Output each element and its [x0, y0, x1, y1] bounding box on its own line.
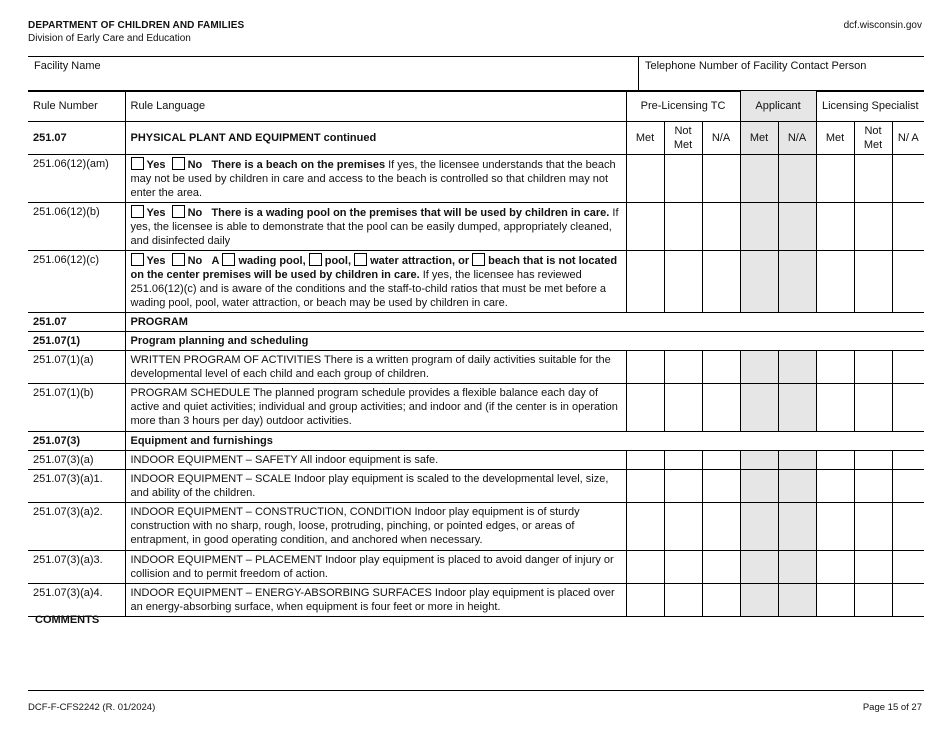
app-na-cell[interactable] — [778, 470, 816, 503]
rule-language: INDOOR EQUIPMENT – PLACEMENT Indoor play equipment is placed to avoid danger of injury or collision and to permit freedom of action. — [125, 551, 626, 584]
table-row — [28, 503, 924, 551]
section-row — [28, 313, 924, 332]
app-met-cell[interactable] — [740, 551, 778, 584]
lic-na-cell[interactable] — [892, 551, 924, 584]
pre-not-met-cell[interactable] — [664, 351, 702, 384]
pre-not-met-cell[interactable] — [664, 203, 702, 251]
section-title: Equipment and furnishings — [125, 432, 924, 451]
lic-not-met-cell[interactable] — [854, 470, 892, 503]
rule-number: 251.06(12)(am) — [28, 155, 125, 203]
lic-met-cell[interactable] — [816, 251, 854, 313]
water-attraction-label: water attraction, or — [370, 255, 470, 267]
lic-na-cell[interactable] — [892, 470, 924, 503]
website: dcf.wisconsin.gov — [843, 20, 922, 31]
rule-language — [125, 155, 626, 203]
page-number: Page 15 of 27 — [862, 702, 922, 713]
rule-number: 251.07(3)(a)2. — [28, 503, 125, 551]
rule-text: If yes, the licensee understands that the beach may not be used by children in care and access to the beach is controlled so that children may not enter the area. — [130, 159, 616, 199]
app-na-cell[interactable] — [778, 384, 816, 432]
lic-na-cell[interactable] — [892, 384, 924, 432]
lic-not-met-cell[interactable] — [854, 584, 892, 617]
lic-not-met-cell[interactable] — [854, 384, 892, 432]
lic-na-cell[interactable] — [892, 155, 924, 203]
pre-na-cell[interactable] — [702, 384, 740, 432]
no-label: No — [187, 159, 203, 171]
col-rule-number: Rule Number — [28, 91, 125, 122]
app-na-label: N/A — [778, 122, 816, 155]
pre-na-cell[interactable] — [702, 251, 740, 313]
rule-number: 251.07(3)(a)4. — [28, 584, 125, 617]
rule-language: INDOOR EQUIPMENT – SAFETY All indoor equipment is safe. — [125, 451, 626, 470]
col-licensing: Licensing Specialist — [816, 91, 924, 122]
app-met-cell[interactable] — [740, 470, 778, 503]
pool-label: pool, — [324, 255, 352, 267]
pre-na-cell[interactable] — [702, 351, 740, 384]
lic-na-cell[interactable] — [892, 251, 924, 313]
lic-met-cell[interactable] — [816, 384, 854, 432]
pre-not-met-cell[interactable] — [664, 451, 702, 470]
section-row — [28, 332, 924, 351]
app-met-cell[interactable] — [740, 155, 778, 203]
yes-label: Yes — [146, 159, 166, 171]
section-row — [28, 432, 924, 451]
lic-met-cell[interactable] — [816, 551, 854, 584]
pre-na-cell[interactable] — [702, 584, 740, 617]
pre-na-cell[interactable] — [702, 470, 740, 503]
no-label: No — [187, 255, 203, 267]
pre-na-cell[interactable] — [702, 203, 740, 251]
section-title: PHYSICAL PLANT AND EQUIPMENT continued — [125, 122, 626, 155]
pre-na-cell[interactable] — [702, 503, 740, 551]
telephone-field[interactable] — [639, 57, 924, 91]
app-met-cell[interactable] — [740, 451, 778, 470]
facility-name-field[interactable] — [28, 57, 639, 91]
lic-met-cell[interactable] — [816, 451, 854, 470]
wading-pool-checkbox[interactable] — [222, 253, 235, 266]
yes-checkbox[interactable] — [131, 253, 144, 266]
lic-na-cell[interactable] — [892, 351, 924, 384]
section-title: PROGRAM — [125, 313, 924, 332]
app-met-cell[interactable] — [740, 384, 778, 432]
lic-met-cell[interactable] — [816, 203, 854, 251]
yes-label: Yes — [146, 255, 166, 267]
pre-not-met-cell[interactable] — [664, 384, 702, 432]
pre-met-cell[interactable] — [626, 351, 664, 384]
lic-met-cell[interactable] — [816, 584, 854, 617]
lic-not-met-cell[interactable] — [854, 503, 892, 551]
lic-met-cell[interactable] — [816, 503, 854, 551]
lic-not-met-cell[interactable] — [854, 551, 892, 584]
rule-language: INDOOR EQUIPMENT – CONSTRUCTION, CONDITION Indoor play equipment is of sturdy construction with no sharp, rough, loose, protruding, pinching, or pointed edges, or areas of entrapment, in good operating condition, and anchored when necessary. — [125, 503, 626, 551]
app-met-cell[interactable] — [740, 203, 778, 251]
yes-label: Yes — [146, 207, 166, 219]
water-attraction-checkbox[interactable] — [354, 253, 367, 266]
pre-not-met-cell[interactable] — [664, 470, 702, 503]
pre-not-met-cell[interactable] — [664, 503, 702, 551]
footer-divider — [28, 690, 924, 691]
checklist-table — [28, 90, 924, 617]
pre-not-met-cell[interactable] — [664, 551, 702, 584]
lic-met-label: Met — [816, 122, 854, 155]
table-row — [28, 251, 924, 313]
col-rule-language: Rule Language — [125, 91, 626, 122]
app-na-cell[interactable] — [778, 551, 816, 584]
app-na-cell[interactable] — [778, 203, 816, 251]
header-row — [28, 91, 924, 122]
table-row — [28, 155, 924, 203]
section-number: 251.07(1) — [28, 332, 125, 351]
a-label: A — [211, 255, 220, 267]
lic-not-met-label: Not Met — [854, 122, 892, 155]
rule-question: There is a beach on the premises — [211, 159, 386, 171]
pre-met-cell[interactable] — [626, 384, 664, 432]
table-row — [28, 470, 924, 503]
app-met-cell[interactable] — [740, 584, 778, 617]
lic-met-cell[interactable] — [816, 155, 854, 203]
lic-na-cell[interactable] — [892, 203, 924, 251]
section-number: 251.07(3) — [28, 432, 125, 451]
rule-language — [125, 251, 626, 313]
app-na-cell[interactable] — [778, 351, 816, 384]
rule-number: 251.06(12)(c) — [28, 251, 125, 313]
lic-met-cell[interactable] — [816, 470, 854, 503]
no-label: No — [187, 207, 203, 219]
app-na-cell[interactable] — [778, 503, 816, 551]
rule-number: 251.06(12)(b) — [28, 203, 125, 251]
lic-not-met-cell[interactable] — [854, 451, 892, 470]
department-name: DEPARTMENT OF CHILDREN AND FAMILIES — [28, 20, 245, 31]
pre-met-cell[interactable] — [626, 584, 664, 617]
pre-met-cell[interactable] — [626, 251, 664, 313]
table-row — [28, 351, 924, 384]
lic-na-cell[interactable] — [892, 584, 924, 617]
pre-met-cell[interactable] — [626, 551, 664, 584]
app-met-cell[interactable] — [740, 251, 778, 313]
app-met-cell[interactable] — [740, 351, 778, 384]
rule-language: INDOOR EQUIPMENT – SCALE Indoor play equipment is scaled to the developmental level, size, and ability of the children. — [125, 470, 626, 503]
section-row — [28, 122, 924, 155]
rule-text: If yes, the licensee has reviewed 251.06(12)(c) and is aware of the conditions and the staff-to-child ratios that must be met before a wading pool, pool, water attraction, or beach may be used by children in care. — [130, 269, 607, 309]
comments-label: COMMENTS — [35, 614, 100, 626]
no-checkbox[interactable] — [172, 253, 185, 266]
col-applicant: Applicant — [740, 91, 816, 122]
lic-met-cell[interactable] — [816, 351, 854, 384]
rule-language: WRITTEN PROGRAM OF ACTIVITIES There is a written program of daily activities suitable for the developmental level of each child and each group of children. — [125, 351, 626, 384]
lic-not-met-cell[interactable] — [854, 155, 892, 203]
pre-not-met-cell[interactable] — [664, 584, 702, 617]
pre-met-cell[interactable] — [626, 451, 664, 470]
pre-na-label: N/A — [702, 122, 740, 155]
telephone-label: Telephone Number of Facility Contact Person — [645, 60, 867, 72]
app-na-cell[interactable] — [778, 584, 816, 617]
col-pre-licensing: Pre-Licensing TC — [626, 91, 740, 122]
pre-met-cell[interactable] — [626, 155, 664, 203]
pre-not-met-label: Not Met — [664, 122, 702, 155]
no-checkbox[interactable] — [172, 205, 185, 218]
lic-na-cell[interactable] — [892, 503, 924, 551]
yes-checkbox[interactable] — [131, 157, 144, 170]
section-number: 251.07 — [28, 313, 125, 332]
pre-met-cell[interactable] — [626, 503, 664, 551]
lic-not-met-cell[interactable] — [854, 251, 892, 313]
rule-language: INDOOR EQUIPMENT – ENERGY-ABSORBING SURFACES Indoor play equipment is placed over an energy-absorbing surface, when equipment is four feet or more in height. — [125, 584, 626, 617]
pre-met-cell[interactable] — [626, 470, 664, 503]
app-na-cell[interactable] — [778, 155, 816, 203]
pre-not-met-cell[interactable] — [664, 251, 702, 313]
lic-na-label: N/ A — [892, 122, 924, 155]
lic-na-cell[interactable] — [892, 451, 924, 470]
rule-language — [125, 203, 626, 251]
rule-number: 251.07(3)(a) — [28, 451, 125, 470]
section-number: 251.07 — [28, 122, 125, 155]
app-na-cell[interactable] — [778, 451, 816, 470]
pool-checkbox[interactable] — [309, 253, 322, 266]
pre-na-cell[interactable] — [702, 155, 740, 203]
pre-met-label: Met — [626, 122, 664, 155]
yes-checkbox[interactable] — [131, 205, 144, 218]
beach-label: beach that is not located on the center premises will be used by children in care. — [130, 255, 618, 281]
pre-met-cell[interactable] — [626, 203, 664, 251]
rule-language: PROGRAM SCHEDULE The planned program schedule provides a flexible balance each day of active and quiet activities; individual and group activities; and indoor and (if the center is in operation more than 3 hours per day) outdoor activities. — [125, 384, 626, 432]
page-header — [28, 20, 244, 44]
facility-info-box — [28, 56, 924, 92]
table-row — [28, 203, 924, 251]
facility-name-label: Facility Name — [34, 60, 101, 72]
pre-na-cell[interactable] — [702, 551, 740, 584]
section-title: Program planning and scheduling — [125, 332, 924, 351]
rule-text: If yes, the licensee is able to demonstrate that the pool can be easily dumped, appropriately cleaned, and disinfected daily — [130, 207, 619, 247]
beach-checkbox[interactable] — [472, 253, 485, 266]
lic-not-met-cell[interactable] — [854, 203, 892, 251]
app-met-label: Met — [740, 122, 778, 155]
pre-not-met-cell[interactable] — [664, 155, 702, 203]
app-met-cell[interactable] — [740, 503, 778, 551]
pre-na-cell[interactable] — [702, 451, 740, 470]
rule-question: There is a wading pool on the premises that will be used by children in care. — [211, 207, 610, 219]
table-row — [28, 451, 924, 470]
rule-number: 251.07(1)(b) — [28, 384, 125, 432]
table-row — [28, 384, 924, 432]
rule-number: 251.07(3)(a)3. — [28, 551, 125, 584]
rule-number: 251.07(1)(a) — [28, 351, 125, 384]
division-name: Division of Early Care and Education — [28, 33, 191, 44]
table-row — [28, 551, 924, 584]
lic-not-met-cell[interactable] — [854, 351, 892, 384]
wading-pool-label: wading pool, — [238, 255, 306, 267]
form-number: DCF-F-CFS2242 (R. 01/2024) — [28, 702, 156, 713]
table-row — [28, 584, 924, 617]
rule-number: 251.07(3)(a)1. — [28, 470, 125, 503]
app-na-cell[interactable] — [778, 251, 816, 313]
no-checkbox[interactable] — [172, 157, 185, 170]
